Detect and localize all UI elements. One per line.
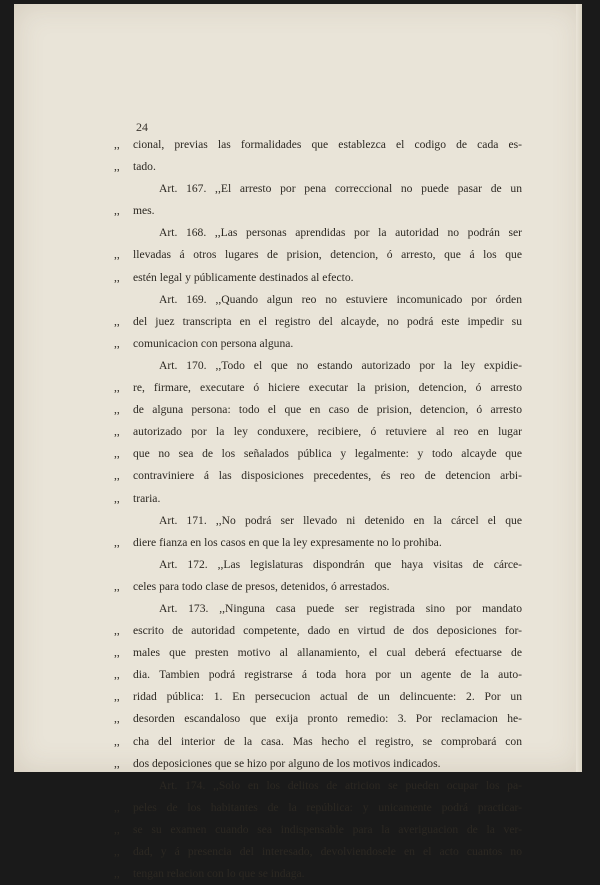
quote-mark: ,, xyxy=(114,822,120,836)
text-line xyxy=(114,244,522,266)
line-text: de alguna persona: todo el que en caso de prision, detencion, ó arresto xyxy=(133,403,522,417)
body-text xyxy=(114,134,522,885)
quote-mark: ,, xyxy=(114,800,120,814)
text-line xyxy=(114,510,522,532)
line-text: se su examen cuando sea indispensable para la averiguacion de la ver- xyxy=(133,822,522,836)
line-text: dos deposiciones que se hizo por alguno de los motivos indicados. xyxy=(133,756,441,770)
text-line xyxy=(114,863,522,885)
line-text: tengan relacion con lo que se indaga. xyxy=(133,867,305,881)
text-line xyxy=(114,841,522,863)
line-text: Art. 173. ,,Ninguna casa puede ser registrada sino por mandato xyxy=(159,601,522,615)
text-line xyxy=(114,289,522,311)
text-line xyxy=(114,819,522,841)
line-text: que no sea de los señalados pública y legalmente: y todo alcayde que xyxy=(133,447,522,461)
line-text: celes para todo clase de presos, detenidos, ó arrestados. xyxy=(133,579,390,593)
line-text: ridad pública: 1. En persecucion actual de un delincuente: 2. Por un xyxy=(133,690,522,704)
text-line xyxy=(114,222,522,244)
text-line xyxy=(114,753,522,775)
line-text: mes. xyxy=(133,204,155,218)
quote-mark: ,, xyxy=(114,624,120,638)
text-line xyxy=(114,465,522,487)
quote-mark: ,, xyxy=(114,270,120,284)
text-line xyxy=(114,156,522,178)
quote-mark: ,, xyxy=(114,579,120,593)
text-line xyxy=(114,355,522,377)
line-text: Art. 172. ,,Las legislaturas dispondrán que haya visitas de cárce- xyxy=(159,557,522,571)
line-text: cional, previas las formalidades que establezca el codigo de cada es- xyxy=(133,138,522,151)
quote-mark: ,, xyxy=(114,336,120,350)
quote-mark: ,, xyxy=(114,491,120,505)
line-text: cha del interior de la casa. Mas hecho el registro, se comprobará con xyxy=(133,734,522,748)
text-line xyxy=(114,554,522,576)
quote-mark: ,, xyxy=(114,204,120,218)
line-text: Art. 174. ,,Solo en los delitos de atricion se pueden ocupar los pa- xyxy=(159,778,522,792)
text-line xyxy=(114,708,522,730)
text-line xyxy=(114,642,522,664)
line-text: dad, y á presencia del interesado, devolviendosele en el acto cuantos no xyxy=(133,845,522,858)
quote-mark: ,, xyxy=(114,690,120,704)
line-text: del juez transcripta en el registro del alcayde, no podrá este impedir su xyxy=(133,314,522,328)
line-text: llevadas á otros lugares de prision, detencion, ó arresto, que á los que xyxy=(133,248,522,262)
quote-mark: ,, xyxy=(114,403,120,417)
quote-mark: ,, xyxy=(114,668,120,682)
text-line xyxy=(114,443,522,465)
line-text: peles de los habitantes de la república: y unicamente podrá practicar- xyxy=(133,800,522,814)
line-text: tado. xyxy=(133,160,156,174)
quote-mark: ,, xyxy=(114,138,120,151)
line-text: autorizado por la ley conduxere, recibiere, ó retuviere al reo en lugar xyxy=(133,425,522,439)
quote-mark: ,, xyxy=(114,425,120,439)
text-line xyxy=(114,333,522,355)
text-line xyxy=(114,488,522,510)
line-text: diere fianza en los casos en que la ley expresamente no lo prohiba. xyxy=(133,535,442,549)
text-line xyxy=(114,267,522,289)
page-number: 24 xyxy=(136,120,148,134)
quote-mark: ,, xyxy=(114,447,120,461)
quote-mark: ,, xyxy=(114,734,120,748)
line-text: estén legal y públicamente destinados al efecto. xyxy=(133,270,354,284)
text-line xyxy=(114,532,522,554)
quote-mark: ,, xyxy=(114,867,120,881)
line-text: Art. 167. ,,El arresto por pena correccional no puede pasar de un xyxy=(159,182,522,196)
text-line xyxy=(114,576,522,598)
line-text: Art. 168. ,,Las personas aprendidas por la autoridad no podrán ser xyxy=(159,226,522,240)
page-edge xyxy=(576,4,582,772)
quote-mark: ,, xyxy=(114,248,120,262)
text-line xyxy=(114,686,522,708)
quote-mark: ,, xyxy=(114,756,120,770)
quote-mark: ,, xyxy=(114,845,120,858)
line-text: contraviniere á las disposiciones precedentes, és reo de detencion arbi- xyxy=(133,469,522,483)
quote-mark: ,, xyxy=(114,535,120,549)
text-line xyxy=(114,421,522,443)
quote-mark: ,, xyxy=(114,160,120,174)
line-text: dia. Tambien podrá registrarse á toda hora por un agente de la auto- xyxy=(133,668,522,682)
line-text: Art. 171. ,,No podrá ser llevado ni detenido en la cárcel el que xyxy=(159,513,522,527)
text-line xyxy=(114,797,522,819)
line-text: re, firmare, executare ó hiciere executar la prision, detencion, ó arresto xyxy=(133,381,522,395)
line-text: males que presten motivo al allanamiento, el cual deberá efectuarse de xyxy=(133,646,522,660)
text-line xyxy=(114,134,522,156)
line-text: escrito de autoridad competente, dado en virtud de dos deposiciones for- xyxy=(133,624,522,638)
text-line xyxy=(114,399,522,421)
document-page xyxy=(14,4,582,881)
text-line xyxy=(114,178,522,200)
quote-mark: ,, xyxy=(114,314,120,328)
text-line xyxy=(114,664,522,686)
text-line xyxy=(114,775,522,797)
text-line xyxy=(114,731,522,753)
text-line xyxy=(114,598,522,620)
text-line xyxy=(114,620,522,642)
line-text: desorden escandaloso que exija pronto remedio: 3. Por reclamacion he- xyxy=(133,712,522,726)
text-line xyxy=(114,377,522,399)
line-text: Art. 169. ,,Quando algun reo no estuviere incomunicado por órden xyxy=(159,292,522,306)
quote-mark: ,, xyxy=(114,646,120,660)
line-text: Art. 170. ,,Todo el que no estando autorizado por la ley expidie- xyxy=(159,358,522,372)
quote-mark: ,, xyxy=(114,381,120,395)
quote-mark: ,, xyxy=(114,469,120,483)
text-line xyxy=(114,311,522,333)
line-text: comunicacion con persona alguna. xyxy=(133,336,294,350)
text-line xyxy=(114,200,522,222)
quote-mark: ,, xyxy=(114,712,120,726)
line-text: traria. xyxy=(133,491,161,505)
